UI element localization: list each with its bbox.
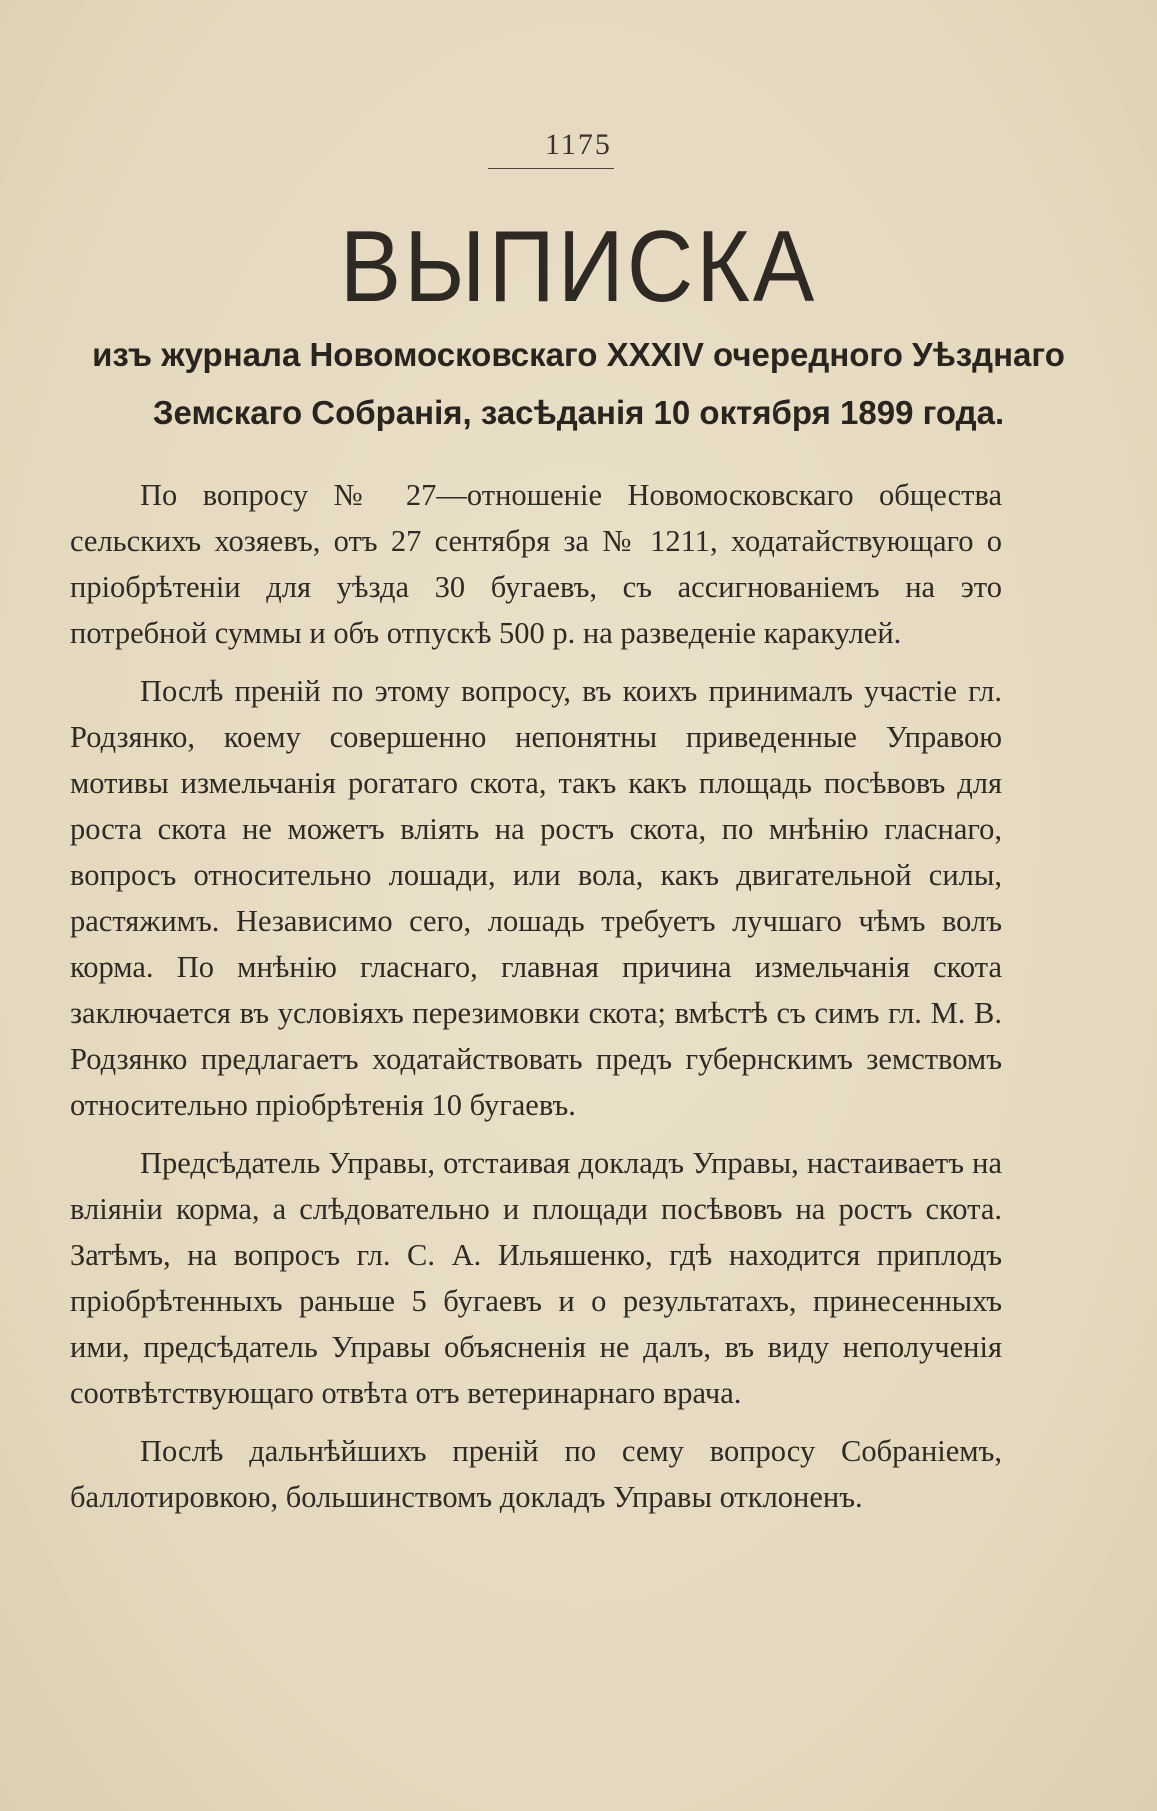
paragraph-3: Предсѣдатель Управы, отстаивая докладъ Управы, настаиваетъ на вліяніи корма, а слѣдовательно и площади посѣвовъ на ростъ скота. Затѣмъ, на вопросъ гл. С. А. Ильяшенко, гдѣ находится приплодъ пріобрѣтенныхъ раньше 5 бугаевъ и о результатахъ, принесенныхъ ими, предсѣдатель Управы объясненія не далъ, въ виду неполученія соотвѣтствующаго отвѣта отъ ветеринарнаго врача.	[70, 1146, 1002, 1410]
paragraph-2: Послѣ преній по этому вопросу, въ коихъ принималъ участіе гл. Родзянко, коему совершенно непонятны приведенные Управою мотивы измельчанія рогатаго скота, такъ какъ площадь посѣвовъ для роста скота не можетъ вліять на ростъ скота, по мнѣнію гласнаго, вопросъ относительно лошади, или вола, какъ двигательной силы, растяжимъ. Независимо сего, лошадь требуетъ лучшаго чѣмъ волъ корма. По мнѣнію гласнаго, главная причина измельчанія скота заключается въ условіяхъ перезимовки скота; вмѣстѣ съ симъ гл. М. В. Родзянко предлагаетъ ходатайствовать предъ губернскимъ земствомъ относительно пріобрѣтенія 10 бугаевъ.	[70, 674, 1002, 1122]
document-subtitle: изъ журнала Новомосковскаго XXXIV очередного Уѣзднаго Земскаго Собранія, засѣданія 10 октября 1899 года.	[92, 336, 1065, 431]
document-title: ВЫПИСКА	[339, 210, 818, 324]
page-number: 1175	[545, 128, 612, 161]
paragraph-1: По вопросу № 27—отношеніе Новомосковскаго общества сельскихъ хозяевъ, отъ 27 сентября за № 1211, ходатайствующаго о пріобрѣтеніи для уѣзда 30 бугаевъ, съ ассигнованіемъ на это потребной суммы и объ отпускѣ 500 р. на разведеніе каракулей.	[70, 478, 1002, 650]
page-number-rule	[488, 168, 614, 169]
document-body	[70, 472, 1002, 1532]
paragraph-4: Послѣ дальнѣйшихъ преній по сему вопросу Собраніемъ, баллотировкою, большинствомъ докладъ Управы отклоненъ.	[70, 1434, 1002, 1514]
